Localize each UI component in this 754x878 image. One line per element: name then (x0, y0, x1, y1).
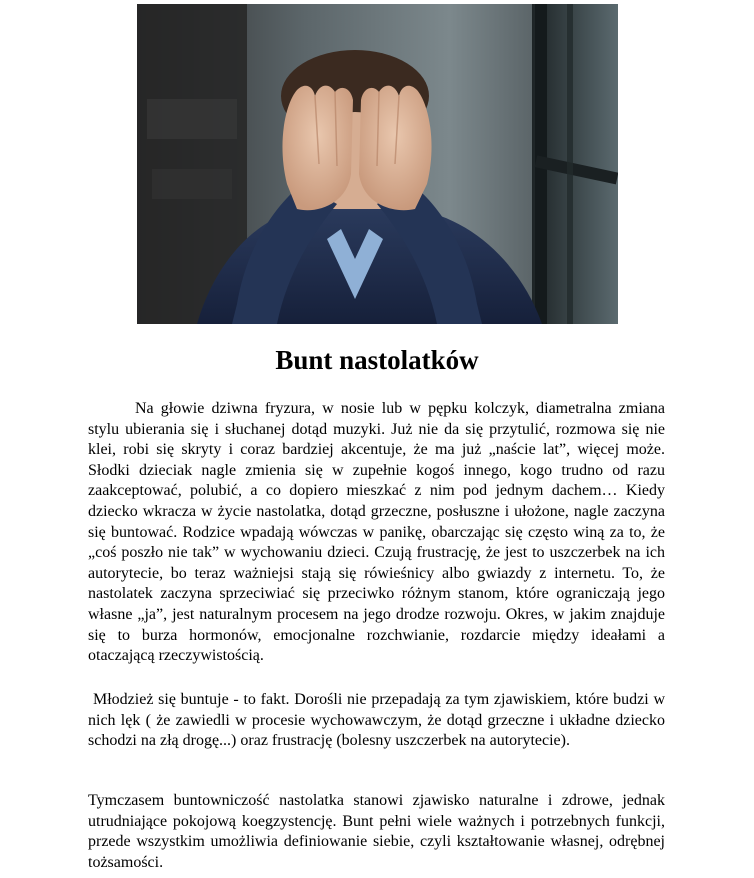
article-paragraph-2: Młodzież się buntuje - to fakt. Dorośli nie przepadają za tym zjawiskiem, które budzi w nich lęk ( że zawiedli w procesie wychowawczym, że dotąd grzeczne i układne dziecko schodzi na złą drogę...) oraz frustrację (bolesny uszczerbek na autorytecie). (88, 691, 665, 750)
photo-illustration (137, 4, 618, 324)
article-paragraph-1: Na głowie dziwna fryzura, w nosie lub w pępku kolczyk, diametralna zmiana stylu ubierania się i słuchanej dotąd muzyki. Już nie da się przytulić, rozmowa się nie klei, robi się skryty i coraz bardziej akcentuje, że ma już „naście lat”, więcej może. Słodki dzieciak nagle zmienia się w zupełnie kogoś innego, kogo trudno od razu zaakceptować, polubić, a co dopiero mieszkać z nim pod jednym dachem… Kiedy dziecko wkracza w życie nastolatka, dotąd grzeczne, posłuszne i ułożone, nagle zaczyna się buntować. Rodzice wpadają wówczas w panikę, obarczając się często winą za to, że „coś poszło nie tak” w wychowaniu dzieci. Czują frustrację, że jest to uszczerbek na ich autorytecie, bo teraz ważniejsi stają się rówieśnicy albo gwiazdy z internetu. To, że nastolatek zaczyna sprzeciwiać się przeciwko różnym stanom, które ograniczają jego własne „ja”, jest naturalnym procesem na jego drodze rozwoju. Okres, w jakim znajduje się to burza hormonów, emocjonalne rozchwianie, rozdarcie między ideałami a otaczającą rzeczywistością. (88, 400, 665, 665)
teen-covering-face-photo (137, 4, 618, 324)
article-title: Bunt nastolatków (275, 345, 479, 375)
article-paragraph-3: Tymczasem buntowniczość nastolatka stanowi zjawisko naturalne i zdrowe, jednak utrudniające pokojową koegzystencję. Bunt pełni wiele ważnych i potrzebnych funkcji, przede wszystkim umożliwia definiowanie siebie, czyli kształtowanie własnej, odrębnej tożsamości. (88, 792, 665, 871)
